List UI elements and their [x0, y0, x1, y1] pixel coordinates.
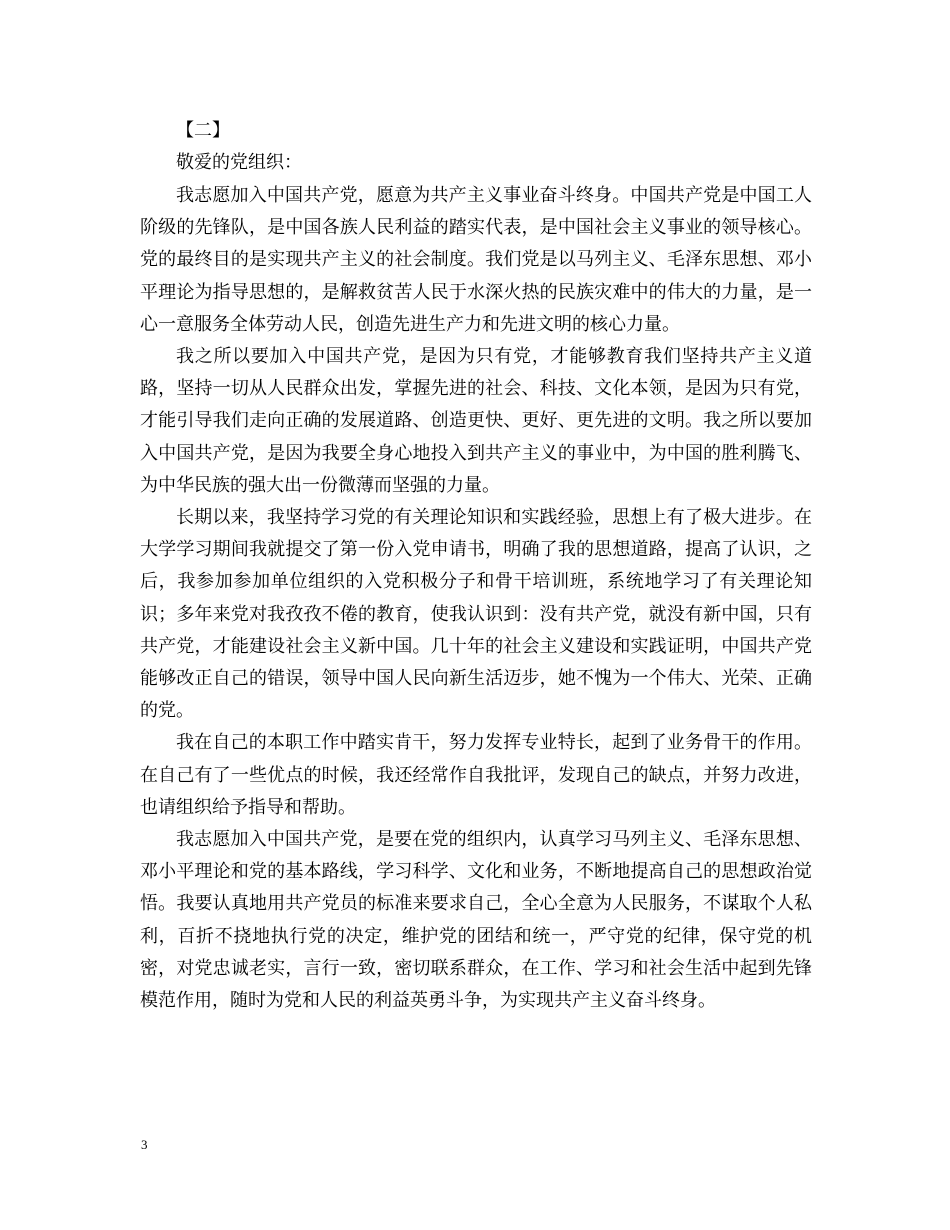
salutation: 敬爱的党组织： [176, 152, 302, 173]
section-heading: 【二】 [176, 120, 230, 141]
paragraph-2: 我之所以要加入中国共产党，是因为只有党，才能够教育我们坚持共产主义道路，坚持一切从人民群众出发，掌握先进的社会、科技、文化本领，是因为只有党，才能引导我们走向正确的发展道路、创造更快、更好、更先进的文明。我之所以要加入中国共产党，是因为我要全身心地投入到共产主义的事业中，为中国的胜利腾飞、为中华民族的强大出一份微薄而坚强的力量。 [140, 346, 812, 496]
document-body [140, 115, 812, 1017]
paragraph-1: 我志愿加入中国共产党，愿意为共产主义事业奋斗终身。中国共产党是中国工人阶级的先锋队，是中国各族人民利益的踏实代表，是中国社会主义事业的领导核心。党的最终目的是实现共产主义的社会制度。我们党是以马列主义、毛泽东思想、邓小平理论为指导思想的，是解救贫苦人民于水深火热的民族灾难中的伟大的力量，是一心一意服务全体劳动人民，创造先进生产力和先进文明的核心力量。 [140, 185, 812, 335]
paragraph-3: 长期以来，我坚持学习党的有关理论知识和实践经验，思想上有了极大进步。在大学学习期间我就提交了第一份入党申请书，明确了我的思想道路，提高了认识，之后，我参加参加单位组织的入党积极分子和骨干培训班，系统地学习了有关理论知识；多年来党对我孜孜不倦的教育，使我认识到：没有共产党，就没有新中国，只有共产党，才能建设社会主义新中国。几十年的社会主义建设和实践证明，中国共产党能够改正自己的错误，领导中国人民向新生活迈步，她不愧为一个伟大、光荣、正确的党。 [140, 507, 812, 722]
paragraph-5: 我志愿加入中国共产党，是要在党的组织内，认真学习马列主义、毛泽东思想、邓小平理论和党的基本路线，学习科学、文化和业务，不断地提高自己的思想政治觉悟。我要认真地用共产党员的标准来要求自己，全心全意为人民服务，不谋取个人私利，百折不挠地执行党的决定，维护党的团结和统一，严守党的纪律，保守党的机密，对党忠诚老实，言行一致，密切联系群众，在工作、学习和社会生活中起到先锋模范作用，随时为党和人民的利益英勇斗争，为实现共产主义奋斗终身。 [140, 829, 812, 1012]
paragraph-4: 我在自己的本职工作中踏实肯干，努力发挥专业特长，起到了业务骨干的作用。在自己有了一些优点的时候，我还经常作自我批评，发现自己的缺点，并努力改进，也请组织给予指导和帮助。 [140, 732, 812, 818]
page-number: 3 [141, 1137, 148, 1152]
